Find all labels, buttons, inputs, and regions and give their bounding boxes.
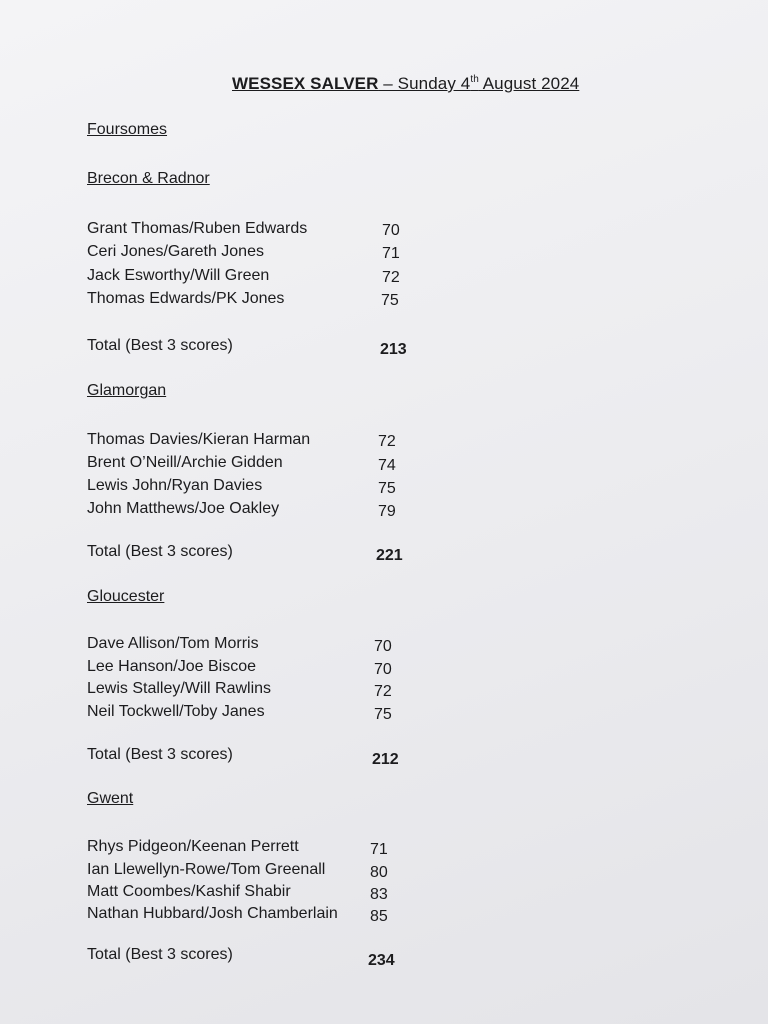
team-heading: Gwent xyxy=(87,790,134,807)
section-heading-foursomes: Foursomes xyxy=(87,121,168,138)
pair-players: Lewis Stalley/Will Rawlins xyxy=(87,680,272,697)
total-value: 221 xyxy=(376,547,403,564)
pair-score: 75 xyxy=(378,480,396,497)
total-label: Total (Best 3 scores) xyxy=(87,746,233,763)
pair-players: Lewis John/Ryan Davies xyxy=(87,477,263,494)
document-title xyxy=(232,74,579,94)
pair-players: Brent O’Neill/Archie Gidden xyxy=(87,454,283,471)
pair-players: Lee Hanson/Joe Biscoe xyxy=(87,658,256,675)
pair-players: Ceri Jones/Gareth Jones xyxy=(87,243,264,260)
pair-players: Thomas Davies/Kieran Harman xyxy=(87,431,311,448)
pair-score: 72 xyxy=(378,433,396,450)
total-value: 234 xyxy=(368,952,395,969)
pair-players: Neil Tockwell/Toby Janes xyxy=(87,703,265,720)
pair-score: 74 xyxy=(378,457,396,474)
total-label: Total (Best 3 scores) xyxy=(87,337,233,354)
title-date-rest: August 2024 xyxy=(478,74,580,93)
pair-players: Jack Esworthy/Will Green xyxy=(87,267,270,284)
title-date-day: – Sunday 4 xyxy=(378,74,471,93)
pair-score: 71 xyxy=(370,841,388,858)
pair-score: 83 xyxy=(370,886,388,903)
pair-players: Dave Allison/Tom Morris xyxy=(87,635,259,652)
pair-score: 70 xyxy=(374,638,392,655)
pair-players: Matt Coombes/Kashif Shabir xyxy=(87,883,291,900)
pair-score: 70 xyxy=(374,661,392,678)
title-date-suffix: th xyxy=(470,74,479,85)
pair-score: 79 xyxy=(378,503,396,520)
title-event: WESSEX SALVER xyxy=(232,74,379,93)
pair-score: 72 xyxy=(382,269,400,286)
pair-score: 71 xyxy=(382,245,400,262)
pair-players: Grant Thomas/Ruben Edwards xyxy=(87,220,308,237)
pair-players: Thomas Edwards/PK Jones xyxy=(87,290,285,307)
total-value: 212 xyxy=(372,751,399,768)
pair-score: 80 xyxy=(370,864,388,881)
pair-players: Nathan Hubbard/Josh Chamberlain xyxy=(87,905,338,922)
total-label: Total (Best 3 scores) xyxy=(87,946,233,963)
pair-score: 70 xyxy=(382,222,400,239)
team-heading: Glamorgan xyxy=(87,382,167,399)
pair-score: 72 xyxy=(374,683,392,700)
team-heading: Brecon & Radnor xyxy=(87,170,210,187)
total-label: Total (Best 3 scores) xyxy=(87,543,233,560)
pair-players: Ian Llewellyn-Rowe/Tom Greenall xyxy=(87,861,326,878)
pair-score: 75 xyxy=(381,292,399,309)
team-heading: Gloucester xyxy=(87,588,165,605)
pair-score: 75 xyxy=(374,706,392,723)
total-value: 213 xyxy=(380,341,407,358)
pair-score: 85 xyxy=(370,908,388,925)
pair-players: Rhys Pidgeon/Keenan Perrett xyxy=(87,838,299,855)
pair-players: John Matthews/Joe Oakley xyxy=(87,500,280,517)
